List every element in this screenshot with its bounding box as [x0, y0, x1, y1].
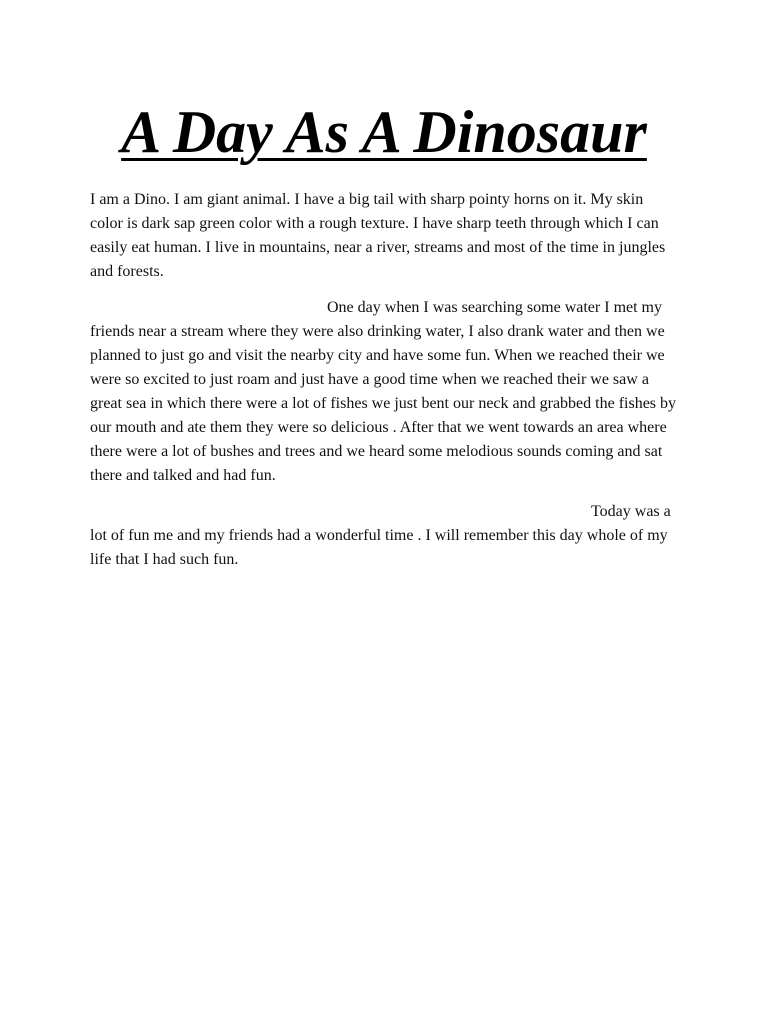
paragraph-story: One day when I was searching some water I met my friends near a stream where they were also drinking water, I also drank water and then we planned to just go and visit the nearby city and have some fun. When we reached their we were so excited to just roam and just have a good time when we reached their we saw a great sea in which there were a lot of fishes we just bent our neck and grabbed the fishes by our mouth and ate them they were so delicious . After that we went towards an area where there were a lot of bushes and trees and we heard some melodious sounds coming and sat there and talked and had fun. — [90, 299, 677, 484]
paragraph-conclusion: Today was a lot of fun me and my friends had a wonderful time . I will remember this day whole of my life that I had such fun. — [90, 503, 671, 568]
paragraph-intro: I am a Dino. I am giant animal. I have a big tail with sharp pointy horns on it. My skin color is dark sap green color with a rough texture. I have sharp teeth through which I can easily eat human. I live in mountains, near a river, streams and most of the time in jungles and forests. — [90, 191, 666, 280]
page-title: A Day As A Dinosaur — [121, 99, 647, 165]
